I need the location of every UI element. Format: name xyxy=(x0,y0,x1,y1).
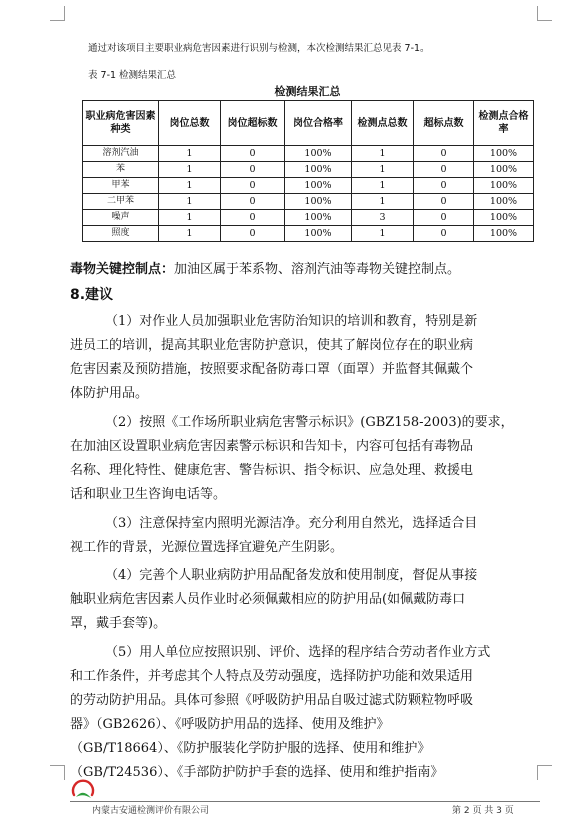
paragraph-line: 器》（GB2626）、《呼吸防护用品的选择、使用及维护》 xyxy=(70,717,390,732)
section-heading: 8.建议 xyxy=(70,287,114,303)
cell: 0 xyxy=(414,194,474,210)
cell: 0 xyxy=(414,146,474,162)
cell: 100% xyxy=(474,146,534,162)
cell: 0 xyxy=(414,210,474,226)
header-post-pass-rate: 岗位合格率 xyxy=(285,101,352,146)
cell: 1 xyxy=(159,194,221,210)
paragraph-line: 罩，戴手套等)。 xyxy=(70,616,167,631)
paragraph-line: 名称、理化特性、健康危害、警告标识、指令标识、应急处理、救援电 xyxy=(70,463,474,478)
cell: 1 xyxy=(159,146,221,162)
paragraph-line: 触职业病危害因素人员作业时必须佩戴相应的防护用品(如佩戴防毒口 xyxy=(70,592,466,607)
cell: 1 xyxy=(352,194,414,210)
recommendation-1 xyxy=(70,310,540,406)
header-post-total: 岗位总数 xyxy=(159,101,221,146)
cell: 100% xyxy=(474,226,534,242)
paragraph-line: 的劳动防护用品。具体可参照《呼吸防护用品自吸过滤式防颗粒物呼吸 xyxy=(70,693,474,708)
header-factor: 职业病危害因素种类 xyxy=(83,101,159,146)
cell: 0 xyxy=(221,194,285,210)
cell-factor: 苯 xyxy=(83,162,159,178)
footer-company: 内蒙古安通检测评价有限公司 xyxy=(92,806,210,816)
footer-rule xyxy=(70,801,540,802)
cell-factor: 二甲苯 xyxy=(83,194,159,210)
cell: 0 xyxy=(221,178,285,194)
cell: 0 xyxy=(221,146,285,162)
cell: 0 xyxy=(221,210,285,226)
margin-corner-top-right xyxy=(537,6,552,21)
results-table-block xyxy=(82,84,533,242)
paragraph-line: （1）对作业人员加强职业危害防治知识的培训和教育，特别是新 xyxy=(105,314,478,329)
cell: 100% xyxy=(474,162,534,178)
key-control-text: 加油区属于苯系物、溶剂汽油等毒物关键控制点。 xyxy=(174,262,461,277)
header-point-exceed: 超标点数 xyxy=(414,101,474,146)
table-row xyxy=(83,162,534,178)
intro-text: 通过对该项目主要职业病危害因素进行识别与检测，本次检测结果汇总见表 7-1。 xyxy=(88,43,430,54)
results-table xyxy=(82,100,534,242)
paragraph-line: 进员工的培训，提高其职业危害防护意识，使其了解岗位存在的职业病 xyxy=(70,338,474,353)
table-title: 检测结果汇总 xyxy=(274,85,341,98)
cell: 0 xyxy=(414,162,474,178)
cell: 100% xyxy=(285,210,352,226)
cell: 1 xyxy=(352,146,414,162)
paragraph-line: 话和职业卫生咨询电话等。 xyxy=(70,487,227,502)
paragraph-line: 体防护用品。 xyxy=(70,386,149,401)
cell: 1 xyxy=(159,162,221,178)
cell-factor: 溶剂汽油 xyxy=(83,146,159,162)
cell: 0 xyxy=(221,162,285,178)
cell: 100% xyxy=(474,178,534,194)
paragraph-line: 和工作条件，并考虑其个人特点及劳动强度，选择防护功能和效果适用 xyxy=(70,669,474,684)
paragraph-line: （2）按照《工作场所职业病危害警示标识》(GBZ158-2003)的要求， xyxy=(105,415,514,430)
cell-factor: 照度 xyxy=(83,226,159,242)
table-caption: 表 7-1 检测结果汇总 xyxy=(88,70,177,81)
cell: 1 xyxy=(352,162,414,178)
header-point-total: 检测点总数 xyxy=(352,101,414,146)
table-row xyxy=(83,226,534,242)
table-row xyxy=(83,178,534,194)
cell: 1 xyxy=(159,178,221,194)
header-point-pass-rate: 检测点合格率 xyxy=(474,101,534,146)
footer-page-number: 第 2 页 共 3 页 xyxy=(452,806,514,816)
key-control-label: 毒物关键控制点： xyxy=(70,262,175,277)
header-post-exceed: 岗位超标数 xyxy=(221,101,285,146)
cell: 1 xyxy=(159,210,221,226)
margin-corner-bottom-left xyxy=(50,765,65,780)
cell: 100% xyxy=(285,162,352,178)
cell-factor: 甲苯 xyxy=(83,178,159,194)
paragraph-line: （4）完善个人职业病防护用品配备发放和使用制度，督促从事接 xyxy=(105,568,478,583)
margin-corner-top-left xyxy=(50,6,65,21)
cell: 100% xyxy=(474,194,534,210)
cell: 100% xyxy=(474,210,534,226)
cell: 100% xyxy=(285,178,352,194)
cell: 0 xyxy=(221,226,285,242)
paragraph-line: （5）用人单位应按照识别、评价、选择的程序结合劳动者作业方式 xyxy=(105,645,491,660)
cell: 100% xyxy=(285,146,352,162)
table-row xyxy=(83,194,534,210)
paragraph-line: （GB/T18664）、《防护服装化学防护服的选择、使用和维护》 xyxy=(70,741,431,756)
cell: 0 xyxy=(414,226,474,242)
cell: 1 xyxy=(352,226,414,242)
paragraph-line: （3）注意保持室内照明光源洁净。充分利用自然光，选择适合目 xyxy=(105,516,478,531)
recommendation-5 xyxy=(70,641,540,785)
recommendation-4 xyxy=(70,564,540,636)
paragraph-line: 视工作的背景，光源位置选择宜避免产生阴影。 xyxy=(70,540,344,555)
table-row xyxy=(83,210,534,226)
cell: 100% xyxy=(285,194,352,210)
cell: 3 xyxy=(352,210,414,226)
paragraph-line: 危害因素及预防措施，按照要求配备防毒口罩（面罩）并监督其佩戴个 xyxy=(70,362,474,377)
table-header-row xyxy=(83,101,534,146)
cell-factor: 噪声 xyxy=(83,210,159,226)
recommendation-3 xyxy=(70,512,540,560)
paragraph-line: 在加油区设置职业病危害因素警示标识和告知卡，内容可包括有毒物品 xyxy=(70,439,474,454)
key-control-points xyxy=(70,258,540,282)
paragraph-line: （GB/T24536）、《手部防护防护手套的选择、使用和维护指南》 xyxy=(70,765,444,780)
cell: 1 xyxy=(159,226,221,242)
cell: 1 xyxy=(352,178,414,194)
recommendation-2 xyxy=(70,411,540,507)
cell: 100% xyxy=(285,226,352,242)
table-row xyxy=(83,146,534,162)
cell: 0 xyxy=(414,178,474,194)
